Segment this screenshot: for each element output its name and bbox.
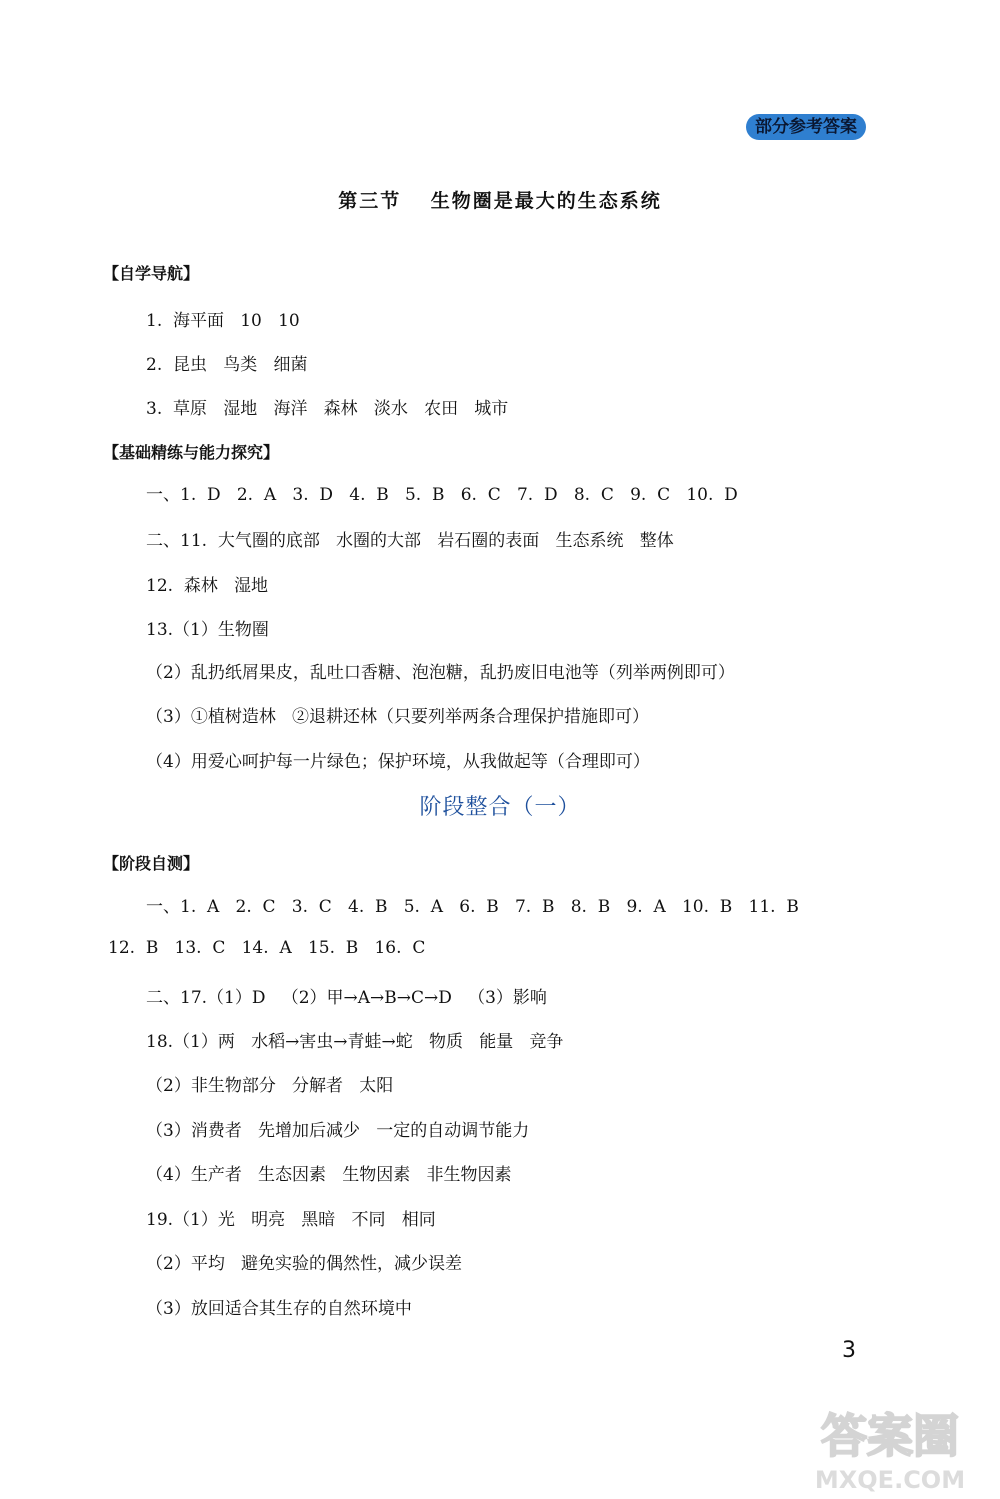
answer-line: 1. 海平面 10 10	[146, 311, 300, 331]
answer-line: 一、1. D 2. A 3. D 4. B 5. B 6. C 7. D 8. C 9. C 10. D	[146, 485, 738, 505]
answer-line: 一、1. A 2. C 3. C 4. B 5. A 6. B 7. B 8. B 9. A 10. B 11. B	[146, 897, 799, 917]
answer-line: （3）①植树造林 ②退耕还林（只要列举两条合理保护措施即可）	[146, 707, 650, 727]
heading-basic-practice: 【基础精练与能力探究】	[103, 443, 280, 462]
answer-line: （2）乱扔纸屑果皮，乱吐口香糖、泡泡糖，乱扔废旧电池等（列举两例即可）	[146, 663, 735, 683]
answer-line: 12. B 13. C 14. A 15. B 16. C	[108, 938, 426, 958]
answer-line: 12. 森林 湿地	[146, 576, 269, 596]
answer-line: 二、11. 大气圈的底部 水圈的大部 岩石圈的表面 生态系统 整体	[146, 531, 674, 551]
answer-line: 2. 昆虫 鸟类 细菌	[146, 355, 308, 375]
watermark-text: 答案圈	[821, 1409, 959, 1463]
heading-stage-test: 【阶段自测】	[103, 854, 200, 873]
answer-line: 二、17.（1）D （2）甲→A→B→C→D （3）影响	[146, 988, 547, 1008]
answer-line: 19.（1）光 明亮 黑暗 不同 相同	[146, 1210, 436, 1230]
stage-title: 阶段整合（一）	[419, 795, 581, 820]
section-title: 第三节 生物圈是最大的生态系统	[338, 190, 662, 212]
answer-line: （4）用爱心呵护每一片绿色；保护环境，从我做起等（合理即可）	[146, 752, 650, 772]
answer-line: （2）非生物部分 分解者 太阳	[146, 1076, 394, 1096]
answer-line: （3）放回适合其生存的自然环境中	[146, 1299, 412, 1319]
page-number: 3	[842, 1338, 856, 1363]
heading-self-study: 【自学导航】	[103, 264, 200, 283]
answer-line: （3）消费者 先增加后减少 一定的自动调节能力	[146, 1121, 530, 1141]
answer-line: 18.（1）两 水稻→害虫→青蛙→蛇 物质 能量 竞争	[146, 1032, 564, 1052]
watermark-logo	[790, 1400, 990, 1495]
answer-line: （4）生产者 生态因素 生物因素 非生物因素	[146, 1165, 512, 1185]
watermark-url: MXQE.COM	[814, 1466, 966, 1494]
answer-line: 3. 草原 湿地 海洋 森林 淡水 农田 城市	[146, 399, 509, 419]
answer-line: 13.（1）生物圈	[146, 620, 269, 640]
answer-key-badge: 部分参考答案	[746, 114, 866, 140]
answer-line: （2）平均 避免实验的偶然性，减少误差	[146, 1254, 463, 1274]
